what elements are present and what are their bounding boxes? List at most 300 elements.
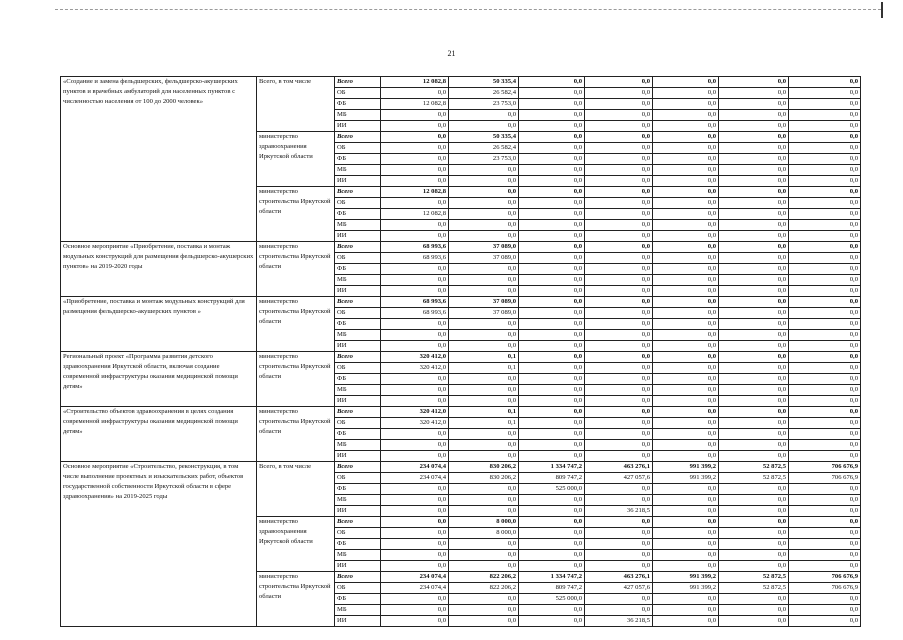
amount-cell: 0,0 [585, 143, 653, 154]
funding-source-cell: ФБ [335, 429, 381, 440]
amount-cell: 0,0 [585, 99, 653, 110]
amount-cell: 0,0 [653, 418, 719, 429]
amount-cell: 0,0 [449, 440, 519, 451]
amount-cell: 0,0 [585, 154, 653, 165]
amount-cell: 0,0 [381, 264, 449, 275]
amount-cell: 0,0 [449, 429, 519, 440]
amount-cell: 0,0 [719, 319, 789, 330]
amount-cell: 0,0 [519, 297, 585, 308]
funding-source-cell: МБ [335, 440, 381, 451]
amount-cell: 37 089,0 [449, 308, 519, 319]
amount-cell: 0,0 [653, 308, 719, 319]
amount-cell: 0,0 [585, 110, 653, 121]
amount-cell: 0,0 [585, 550, 653, 561]
funding-source-cell: Всего [335, 77, 381, 88]
amount-cell: 0,0 [789, 176, 861, 187]
amount-cell: 0,0 [519, 495, 585, 506]
amount-cell: 822 206,2 [449, 572, 519, 583]
amount-cell: 0,0 [449, 495, 519, 506]
amount-cell: 0,0 [381, 429, 449, 440]
amount-cell: 234 074,4 [381, 473, 449, 484]
amount-cell: 0,0 [653, 495, 719, 506]
amount-cell: 0,0 [585, 275, 653, 286]
amount-cell: 0,0 [381, 385, 449, 396]
amount-cell: 0,0 [789, 561, 861, 572]
amount-cell: 0,0 [585, 341, 653, 352]
responsible-executor: министерство строительства Иркутской области [257, 352, 335, 407]
amount-cell: 0,0 [449, 550, 519, 561]
amount-cell: 0,0 [653, 165, 719, 176]
responsible-executor: министерство здравоохранения Иркутской области [257, 517, 335, 572]
amount-cell: 0,0 [381, 616, 449, 627]
funding-source-cell: Всего [335, 462, 381, 473]
amount-cell: 0,0 [653, 594, 719, 605]
table-row [61, 242, 861, 253]
amount-cell: 0,0 [585, 231, 653, 242]
amount-cell: 26 582,4 [449, 143, 519, 154]
amount-cell: 0,0 [653, 286, 719, 297]
amount-cell: 0,0 [381, 451, 449, 462]
amount-cell: 234 074,4 [381, 462, 449, 473]
amount-cell: 0,0 [519, 198, 585, 209]
amount-cell: 0,0 [381, 275, 449, 286]
amount-cell: 991 399,2 [653, 583, 719, 594]
amount-cell: 0,0 [519, 341, 585, 352]
funding-source-cell: МБ [335, 110, 381, 121]
amount-cell: 0,0 [653, 484, 719, 495]
amount-cell: 37 089,0 [449, 242, 519, 253]
amount-cell: 0,0 [585, 187, 653, 198]
amount-cell: 0,0 [719, 363, 789, 374]
amount-cell: 0,0 [519, 110, 585, 121]
amount-cell: 0,0 [449, 594, 519, 605]
amount-cell: 320 412,0 [381, 363, 449, 374]
amount-cell: 0,0 [789, 165, 861, 176]
amount-cell: 0,0 [519, 253, 585, 264]
amount-cell: 0,0 [449, 110, 519, 121]
amount-cell: 68 993,6 [381, 253, 449, 264]
amount-cell: 0,0 [789, 198, 861, 209]
amount-cell: 706 676,9 [789, 583, 861, 594]
amount-cell: 0,0 [585, 440, 653, 451]
funding-source-cell: ИИ [335, 341, 381, 352]
amount-cell: 12 082,8 [381, 77, 449, 88]
amount-cell: 0,0 [789, 308, 861, 319]
amount-cell: 0,0 [653, 396, 719, 407]
amount-cell: 0,1 [449, 363, 519, 374]
amount-cell: 0,0 [789, 385, 861, 396]
amount-cell: 0,0 [381, 121, 449, 132]
amount-cell: 0,0 [381, 605, 449, 616]
amount-cell: 0,0 [585, 594, 653, 605]
amount-cell: 0,0 [381, 143, 449, 154]
amount-cell: 0,0 [789, 374, 861, 385]
funding-source-cell: Всего [335, 517, 381, 528]
amount-cell: 0,0 [519, 242, 585, 253]
amount-cell: 0,0 [719, 407, 789, 418]
amount-cell: 0,0 [519, 132, 585, 143]
amount-cell: 0,0 [789, 253, 861, 264]
amount-cell: 0,0 [585, 528, 653, 539]
amount-cell: 0,0 [719, 352, 789, 363]
amount-cell: 0,0 [449, 220, 519, 231]
funding-source-cell: Всего [335, 352, 381, 363]
amount-cell: 0,0 [585, 253, 653, 264]
amount-cell: 0,0 [719, 341, 789, 352]
amount-cell: 36 218,5 [585, 506, 653, 517]
amount-cell: 0,0 [585, 517, 653, 528]
amount-cell: 0,0 [789, 187, 861, 198]
amount-cell: 0,0 [585, 418, 653, 429]
amount-cell: 0,0 [719, 297, 789, 308]
amount-cell: 0,0 [789, 484, 861, 495]
amount-cell: 0,0 [585, 319, 653, 330]
funding-source-cell: Всего [335, 187, 381, 198]
amount-cell: 427 057,6 [585, 473, 653, 484]
funding-source-cell: ОБ [335, 418, 381, 429]
amount-cell: 0,0 [789, 506, 861, 517]
amount-cell: 0,0 [585, 308, 653, 319]
amount-cell: 8 000,0 [449, 517, 519, 528]
amount-cell: 0,0 [789, 605, 861, 616]
amount-cell: 0,0 [585, 561, 653, 572]
amount-cell: 0,0 [653, 220, 719, 231]
amount-cell: 0,0 [719, 484, 789, 495]
amount-cell: 0,0 [519, 165, 585, 176]
amount-cell: 52 872,5 [719, 473, 789, 484]
amount-cell: 0,0 [653, 253, 719, 264]
amount-cell: 0,0 [585, 77, 653, 88]
activity-description: «Приобретение, поставка и монтаж модульных конструкций для размещения фельдшерско-акушерских пунктов » [61, 297, 257, 352]
amount-cell: 0,0 [449, 198, 519, 209]
amount-cell: 0,0 [719, 154, 789, 165]
amount-cell: 0,0 [585, 121, 653, 132]
amount-cell: 0,0 [653, 209, 719, 220]
amount-cell: 12 082,8 [381, 209, 449, 220]
amount-cell: 0,0 [381, 396, 449, 407]
amount-cell: 0,0 [653, 605, 719, 616]
amount-cell: 0,0 [381, 374, 449, 385]
amount-cell: 991 399,2 [653, 473, 719, 484]
amount-cell: 0,0 [653, 319, 719, 330]
activity-description: Основное мероприятие «Приобретение, поставка и монтаж модульных конструкций для размещения фельдшерско-акушерских пунктов» на 2019-2020 годы [61, 242, 257, 297]
amount-cell: 991 399,2 [653, 572, 719, 583]
amount-cell: 0,0 [789, 594, 861, 605]
amount-cell: 0,0 [449, 231, 519, 242]
amount-cell: 0,0 [519, 440, 585, 451]
amount-cell: 0,0 [719, 110, 789, 121]
amount-cell: 0,0 [653, 429, 719, 440]
amount-cell: 0,1 [449, 352, 519, 363]
amount-cell: 0,0 [381, 154, 449, 165]
amount-cell: 0,0 [381, 286, 449, 297]
amount-cell: 0,0 [381, 484, 449, 495]
amount-cell: 0,0 [449, 539, 519, 550]
amount-cell: 0,0 [585, 605, 653, 616]
amount-cell: 427 057,6 [585, 583, 653, 594]
amount-cell: 0,0 [381, 220, 449, 231]
amount-cell: 68 993,6 [381, 297, 449, 308]
amount-cell: 0,0 [719, 132, 789, 143]
amount-cell: 0,0 [653, 77, 719, 88]
amount-cell: 0,0 [789, 418, 861, 429]
amount-cell: 706 676,9 [789, 462, 861, 473]
funding-source-cell: МБ [335, 385, 381, 396]
amount-cell: 0,0 [789, 517, 861, 528]
amount-cell: 0,0 [585, 209, 653, 220]
amount-cell: 0,1 [449, 418, 519, 429]
amount-cell: 0,0 [653, 341, 719, 352]
amount-cell: 0,0 [519, 176, 585, 187]
funding-source-cell: ИИ [335, 396, 381, 407]
amount-cell: 0,0 [585, 88, 653, 99]
amount-cell: 0,0 [653, 506, 719, 517]
amount-cell: 0,0 [519, 418, 585, 429]
amount-cell: 0,0 [789, 99, 861, 110]
amount-cell: 0,0 [719, 121, 789, 132]
amount-cell: 0,0 [653, 231, 719, 242]
amount-cell: 0,0 [789, 209, 861, 220]
amount-cell: 68 993,6 [381, 308, 449, 319]
funding-source-cell: ФБ [335, 319, 381, 330]
amount-cell: 0,0 [653, 451, 719, 462]
funding-source-cell: ОБ [335, 88, 381, 99]
amount-cell: 0,0 [719, 385, 789, 396]
amount-cell: 36 218,5 [585, 616, 653, 627]
amount-cell: 0,0 [719, 176, 789, 187]
amount-cell: 0,0 [719, 209, 789, 220]
amount-cell: 0,0 [653, 121, 719, 132]
amount-cell: 0,0 [449, 286, 519, 297]
amount-cell: 0,0 [381, 495, 449, 506]
amount-cell: 0,0 [519, 143, 585, 154]
table-row [61, 77, 861, 88]
funding-source-cell: Всего [335, 297, 381, 308]
amount-cell: 0,0 [585, 539, 653, 550]
amount-cell: 0,0 [585, 132, 653, 143]
funding-source-cell: ИИ [335, 451, 381, 462]
amount-cell: 0,0 [653, 176, 719, 187]
funding-source-cell: Всего [335, 572, 381, 583]
amount-cell: 52 872,5 [719, 462, 789, 473]
amount-cell: 0,0 [381, 198, 449, 209]
amount-cell: 0,0 [653, 242, 719, 253]
funding-source-cell: ИИ [335, 506, 381, 517]
funding-source-cell: ФБ [335, 99, 381, 110]
funding-source-cell: ИИ [335, 616, 381, 627]
responsible-executor: министерство строительства Иркутской области [257, 407, 335, 462]
amount-cell: 0,0 [519, 429, 585, 440]
amount-cell: 0,0 [585, 495, 653, 506]
amount-cell: 37 089,0 [449, 297, 519, 308]
amount-cell: 0,0 [519, 352, 585, 363]
amount-cell: 0,0 [585, 330, 653, 341]
funding-source-cell: ИИ [335, 176, 381, 187]
amount-cell: 0,0 [449, 506, 519, 517]
funding-source-cell: МБ [335, 605, 381, 616]
amount-cell: 809 747,2 [519, 473, 585, 484]
responsible-executor: министерство здравоохранения Иркутской области [257, 132, 335, 187]
amount-cell: 0,0 [519, 616, 585, 627]
amount-cell: 0,0 [381, 550, 449, 561]
amount-cell: 0,0 [719, 165, 789, 176]
funding-source-cell: ИИ [335, 561, 381, 572]
amount-cell: 0,0 [519, 319, 585, 330]
responsible-executor: министерство строительства Иркутской области [257, 187, 335, 242]
table-row [61, 297, 861, 308]
amount-cell: 1 334 747,2 [519, 462, 585, 473]
amount-cell: 0,0 [719, 440, 789, 451]
amount-cell: 37 089,0 [449, 253, 519, 264]
amount-cell: 0,0 [789, 77, 861, 88]
amount-cell: 991 399,2 [653, 462, 719, 473]
amount-cell: 0,0 [381, 341, 449, 352]
amount-cell: 0,0 [519, 154, 585, 165]
amount-cell: 0,0 [519, 99, 585, 110]
amount-cell: 0,0 [653, 363, 719, 374]
amount-cell: 52 872,5 [719, 572, 789, 583]
amount-cell: 0,0 [789, 451, 861, 462]
amount-cell: 0,0 [449, 561, 519, 572]
funding-source-cell: ОБ [335, 528, 381, 539]
amount-cell: 0,0 [719, 220, 789, 231]
amount-cell: 0,0 [585, 297, 653, 308]
top-edge-mark [881, 2, 883, 18]
amount-cell: 0,0 [585, 198, 653, 209]
amount-cell: 0,0 [653, 517, 719, 528]
amount-cell: 0,0 [449, 484, 519, 495]
amount-cell: 0,0 [789, 242, 861, 253]
amount-cell: 0,0 [789, 330, 861, 341]
table-row [61, 407, 861, 418]
funding-source-cell: ФБ [335, 484, 381, 495]
amount-cell: 0,0 [653, 88, 719, 99]
amount-cell: 0,0 [719, 495, 789, 506]
amount-cell: 0,0 [719, 528, 789, 539]
amount-cell: 0,0 [719, 396, 789, 407]
amount-cell: 0,0 [519, 374, 585, 385]
amount-cell: 0,0 [381, 132, 449, 143]
funding-source-cell: МБ [335, 550, 381, 561]
amount-cell: 0,0 [381, 110, 449, 121]
funding-source-cell: ОБ [335, 253, 381, 264]
amount-cell: 68 993,6 [381, 242, 449, 253]
amount-cell: 0,0 [789, 275, 861, 286]
amount-cell: 0,0 [449, 187, 519, 198]
top-dashed-line [55, 9, 881, 10]
activity-description: «Строительство объектов здравоохранения в целях создания современной инфраструктуры оказания медицинской помощи детям» [61, 407, 257, 462]
table-row [61, 352, 861, 363]
amount-cell: 0,0 [449, 165, 519, 176]
amount-cell: 0,0 [381, 176, 449, 187]
funding-source-cell: ОБ [335, 308, 381, 319]
amount-cell: 0,0 [653, 143, 719, 154]
amount-cell: 0,0 [719, 429, 789, 440]
amount-cell: 23 753,0 [449, 154, 519, 165]
amount-cell: 0,0 [519, 363, 585, 374]
funding-source-cell: ИИ [335, 231, 381, 242]
amount-cell: 0,0 [585, 429, 653, 440]
funding-source-cell: Всего [335, 407, 381, 418]
amount-cell: 0,0 [585, 374, 653, 385]
amount-cell: 706 676,9 [789, 572, 861, 583]
amount-cell: 0,0 [719, 594, 789, 605]
amount-cell: 0,0 [653, 539, 719, 550]
amount-cell: 0,0 [719, 264, 789, 275]
amount-cell: 0,0 [519, 539, 585, 550]
amount-cell: 0,0 [381, 506, 449, 517]
amount-cell: 0,0 [719, 88, 789, 99]
amount-cell: 0,0 [519, 550, 585, 561]
amount-cell: 0,0 [449, 176, 519, 187]
amount-cell: 0,0 [653, 561, 719, 572]
amount-cell: 0,0 [719, 275, 789, 286]
amount-cell: 0,0 [789, 132, 861, 143]
activity-description: «Создание и замена фельдшерских, фельдшерско-акушерских пунктов и врачебных амбулаторий для населенных пунктов с численностью населения от 100 до 2000 человек» [61, 77, 257, 242]
page-number: 21 [447, 49, 456, 58]
amount-cell: 0,0 [719, 539, 789, 550]
funding-source-cell: ФБ [335, 374, 381, 385]
amount-cell: 0,0 [789, 396, 861, 407]
amount-cell: 0,0 [449, 396, 519, 407]
amount-cell: 0,0 [519, 209, 585, 220]
amount-cell: 0,0 [653, 528, 719, 539]
amount-cell: 23 753,0 [449, 99, 519, 110]
amount-cell: 0,0 [653, 198, 719, 209]
funding-source-cell: МБ [335, 495, 381, 506]
amount-cell: 0,0 [653, 297, 719, 308]
amount-cell: 0,0 [519, 220, 585, 231]
amount-cell: 830 206,2 [449, 462, 519, 473]
funding-source-cell: МБ [335, 165, 381, 176]
amount-cell: 525 000,0 [519, 594, 585, 605]
amount-cell: 320 412,0 [381, 418, 449, 429]
amount-cell: 0,0 [719, 550, 789, 561]
amount-cell: 0,0 [789, 407, 861, 418]
funding-source-cell: ФБ [335, 154, 381, 165]
amount-cell: 0,0 [719, 374, 789, 385]
amount-cell: 0,0 [789, 154, 861, 165]
amount-cell: 0,0 [719, 143, 789, 154]
amount-cell: 0,0 [719, 517, 789, 528]
funding-source-cell: ОБ [335, 583, 381, 594]
amount-cell: 0,0 [585, 484, 653, 495]
amount-cell: 0,0 [449, 330, 519, 341]
funding-source-cell: ОБ [335, 198, 381, 209]
amount-cell: 0,0 [519, 330, 585, 341]
amount-cell: 0,0 [449, 374, 519, 385]
amount-cell: 0,0 [519, 385, 585, 396]
amount-cell: 0,0 [449, 385, 519, 396]
responsible-executor: Всего, в том числе [257, 77, 335, 132]
funding-table [60, 76, 861, 627]
amount-cell: 0,0 [719, 451, 789, 462]
amount-cell: 1 334 747,2 [519, 572, 585, 583]
amount-cell: 0,0 [719, 242, 789, 253]
amount-cell: 0,0 [789, 539, 861, 550]
amount-cell: 0,0 [519, 264, 585, 275]
amount-cell: 0,0 [585, 407, 653, 418]
amount-cell: 0,0 [789, 220, 861, 231]
amount-cell: 0,0 [653, 330, 719, 341]
funding-source-cell: ИИ [335, 286, 381, 297]
amount-cell: 0,0 [789, 495, 861, 506]
amount-cell: 463 276,1 [585, 462, 653, 473]
amount-cell: 0,0 [449, 616, 519, 627]
amount-cell: 0,0 [719, 330, 789, 341]
amount-cell: 0,0 [519, 506, 585, 517]
amount-cell: 0,0 [719, 506, 789, 517]
